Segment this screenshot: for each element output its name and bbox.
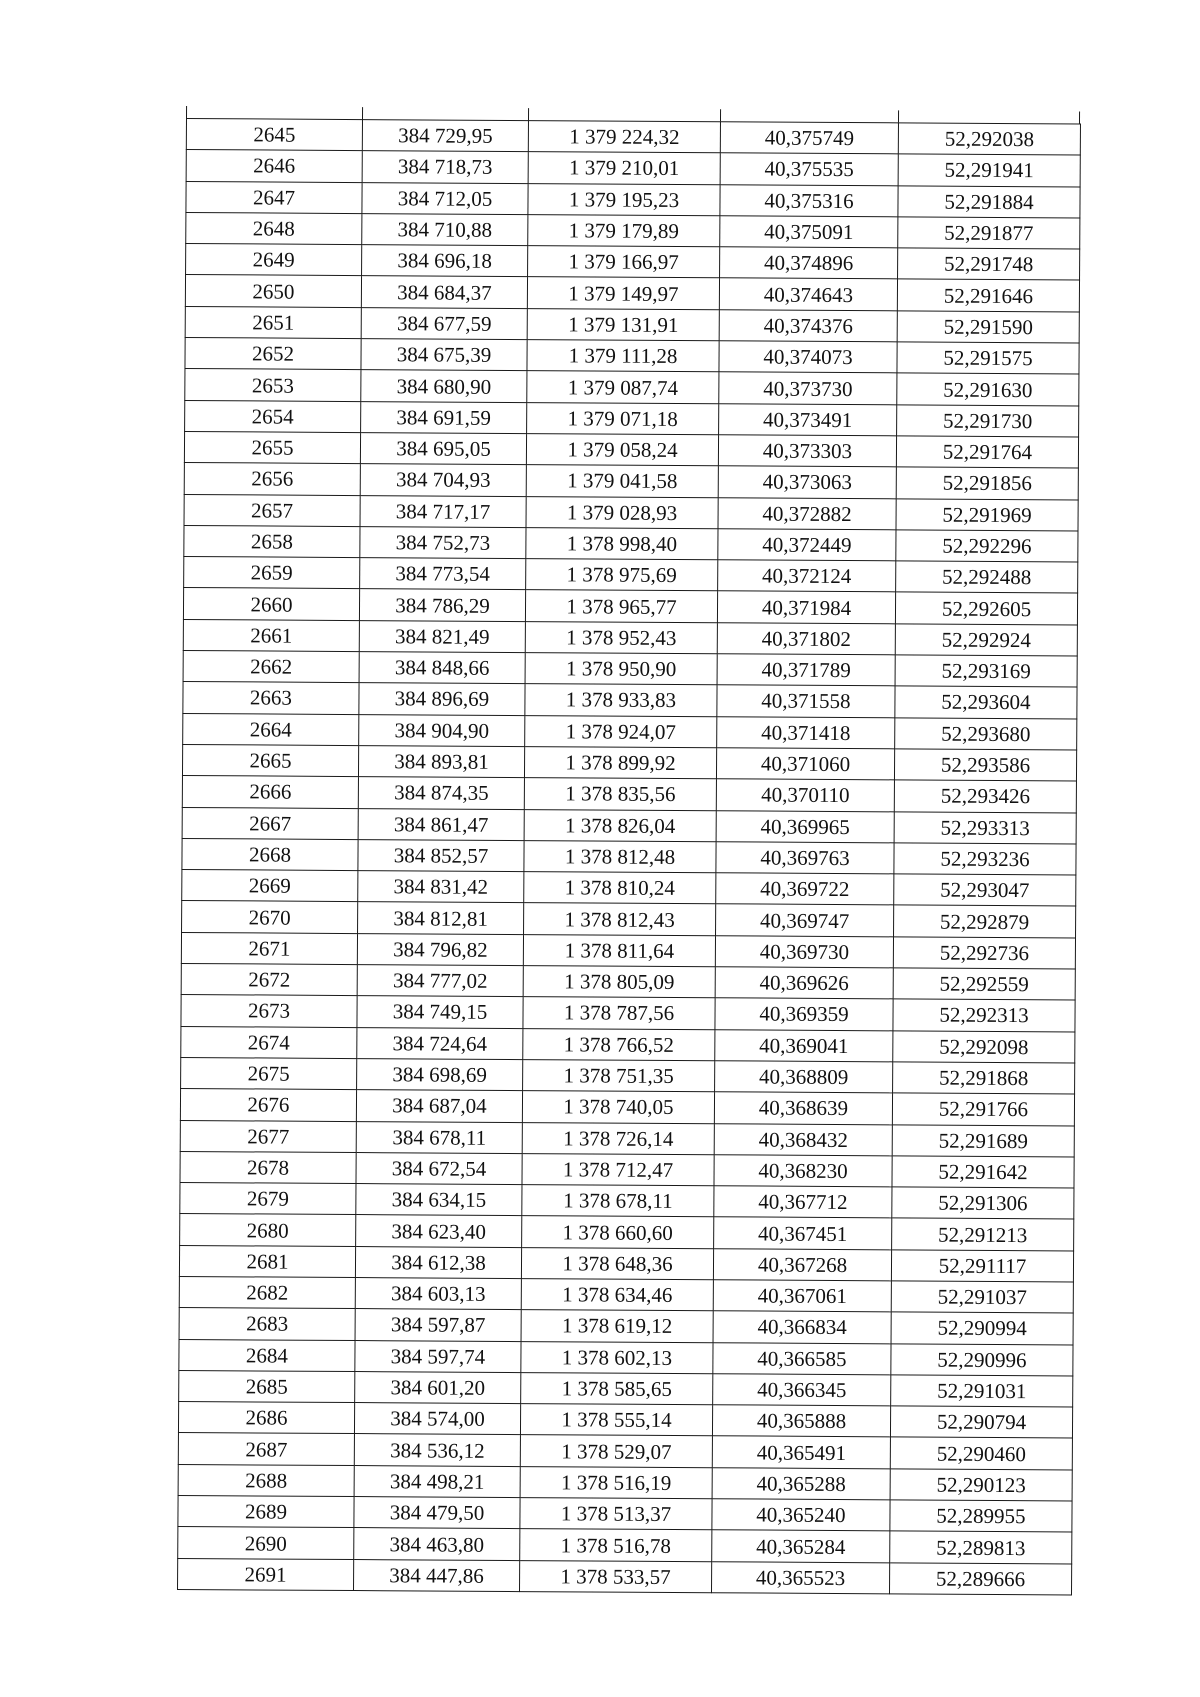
- longitude-cell: 52,293236: [894, 843, 1076, 875]
- x-coordinate-cell: 384 724,64: [357, 1027, 523, 1059]
- longitude-cell: 52,291213: [892, 1218, 1074, 1250]
- latitude-cell: 40,372882: [718, 497, 896, 529]
- point-number-cell: 2649: [186, 244, 362, 276]
- y-coordinate-cell: 1 378 826,04: [524, 809, 716, 841]
- y-coordinate-cell: 1 378 924,07: [525, 715, 717, 747]
- point-number-cell: 2677: [180, 1120, 356, 1152]
- x-coordinate-cell: 384 447,86: [354, 1559, 520, 1591]
- longitude-cell: 52,291630: [897, 373, 1079, 405]
- longitude-cell: 52,292313: [893, 999, 1075, 1031]
- longitude-cell: 52,291117: [891, 1250, 1073, 1282]
- y-coordinate-cell: 1 378 975,69: [526, 559, 718, 591]
- point-number-cell: 2648: [186, 212, 362, 244]
- x-coordinate-cell: 384 479,50: [354, 1497, 520, 1529]
- y-coordinate-cell: 1 379 149,97: [527, 277, 719, 309]
- point-number-cell: 2657: [184, 494, 360, 526]
- x-coordinate-cell: 384 752,73: [360, 526, 526, 558]
- latitude-cell: 40,369747: [716, 904, 894, 936]
- latitude-cell: 40,368432: [714, 1123, 892, 1155]
- latitude-cell: 40,373303: [718, 435, 896, 467]
- latitude-cell: 40,371558: [717, 685, 895, 717]
- latitude-cell: 40,366585: [713, 1342, 891, 1374]
- x-coordinate-cell: 384 796,82: [357, 933, 523, 965]
- longitude-cell: 52,291689: [892, 1124, 1074, 1156]
- table-border-stub: [362, 107, 363, 119]
- latitude-cell: 40,367268: [713, 1248, 891, 1280]
- y-coordinate-cell: 1 378 585,65: [521, 1372, 713, 1404]
- point-number-cell: 2685: [179, 1370, 355, 1402]
- longitude-cell: 52,292879: [894, 905, 1076, 937]
- point-number-cell: 2663: [183, 682, 359, 714]
- latitude-cell: 40,365523: [712, 1561, 890, 1593]
- y-coordinate-cell: 1 378 678,11: [522, 1185, 714, 1217]
- point-number-cell: 2658: [184, 525, 360, 557]
- x-coordinate-cell: 384 874,35: [358, 777, 524, 809]
- x-coordinate-cell: 384 861,47: [358, 808, 524, 840]
- latitude-cell: 40,375749: [720, 122, 898, 154]
- longitude-cell: 52,291306: [892, 1187, 1074, 1219]
- longitude-cell: 52,293169: [895, 655, 1077, 687]
- y-coordinate-cell: 1 378 516,19: [520, 1466, 712, 1498]
- table-border-stub: [1079, 111, 1080, 123]
- x-coordinate-cell: 384 896,69: [359, 683, 525, 715]
- y-coordinate-cell: 1 378 513,37: [520, 1498, 712, 1530]
- latitude-cell: 40,369763: [716, 842, 894, 874]
- table-border-stub: [528, 108, 529, 120]
- table-row: [178, 1558, 1072, 1595]
- y-coordinate-cell: 1 379 166,97: [528, 246, 720, 278]
- longitude-cell: 52,292924: [895, 624, 1077, 656]
- longitude-cell: 52,291646: [897, 279, 1079, 311]
- table-border-stub: [186, 106, 187, 118]
- longitude-cell: 52,291969: [896, 498, 1078, 530]
- longitude-cell: 52,291031: [891, 1375, 1073, 1407]
- x-coordinate-cell: 384 597,87: [355, 1309, 521, 1341]
- x-coordinate-cell: 384 712,05: [362, 182, 528, 214]
- longitude-cell: 52,291590: [897, 311, 1079, 343]
- y-coordinate-cell: 1 378 740,05: [522, 1091, 714, 1123]
- latitude-cell: 40,367712: [714, 1186, 892, 1218]
- y-coordinate-cell: 1 378 555,14: [520, 1404, 712, 1436]
- point-number-cell: 2647: [186, 181, 362, 213]
- x-coordinate-cell: 384 675,39: [361, 339, 527, 371]
- point-number-cell: 2674: [181, 1026, 357, 1058]
- point-number-cell: 2660: [183, 588, 359, 620]
- y-coordinate-cell: 1 379 224,32: [528, 121, 720, 153]
- point-number-cell: 2683: [179, 1308, 355, 1340]
- point-number-cell: 2671: [181, 932, 357, 964]
- x-coordinate-cell: 384 786,29: [359, 589, 525, 621]
- latitude-cell: 40,369722: [716, 873, 894, 905]
- point-number-cell: 2656: [184, 463, 360, 495]
- x-coordinate-cell: 384 672,54: [356, 1152, 522, 1184]
- longitude-cell: 52,289955: [890, 1500, 1072, 1532]
- longitude-cell: 52,291575: [897, 342, 1079, 374]
- longitude-cell: 52,291730: [897, 405, 1079, 437]
- y-coordinate-cell: 1 378 516,78: [520, 1529, 712, 1561]
- latitude-cell: 40,374643: [719, 278, 897, 310]
- longitude-cell: 52,292296: [896, 530, 1078, 562]
- longitude-cell: 52,292038: [898, 123, 1080, 155]
- x-coordinate-cell: 384 623,40: [356, 1215, 522, 1247]
- x-coordinate-cell: 384 848,66: [359, 652, 525, 684]
- point-number-cell: 2676: [180, 1089, 356, 1121]
- x-coordinate-cell: 384 812,81: [358, 902, 524, 934]
- point-number-cell: 2654: [185, 400, 361, 432]
- x-coordinate-cell: 384 691,59: [361, 401, 527, 433]
- latitude-cell: 40,367451: [714, 1217, 892, 1249]
- latitude-cell: 40,371789: [717, 654, 895, 686]
- point-number-cell: 2670: [182, 901, 358, 933]
- x-coordinate-cell: 384 831,42: [358, 871, 524, 903]
- x-coordinate-cell: 384 729,95: [362, 120, 528, 152]
- point-number-cell: 2651: [185, 306, 361, 338]
- y-coordinate-cell: 1 378 726,14: [522, 1122, 714, 1154]
- point-number-cell: 2668: [182, 838, 358, 870]
- latitude-cell: 40,372124: [718, 560, 896, 592]
- latitude-cell: 40,369965: [716, 810, 894, 842]
- latitude-cell: 40,366345: [713, 1374, 891, 1406]
- x-coordinate-cell: 384 680,90: [361, 370, 527, 402]
- latitude-cell: 40,369359: [715, 998, 893, 1030]
- x-coordinate-cell: 384 821,49: [359, 620, 525, 652]
- latitude-cell: 40,368639: [714, 1092, 892, 1124]
- point-number-cell: 2662: [183, 651, 359, 683]
- point-number-cell: 2673: [181, 995, 357, 1027]
- y-coordinate-cell: 1 378 812,48: [524, 840, 716, 872]
- longitude-cell: 52,293586: [894, 749, 1076, 781]
- x-coordinate-cell: 384 603,13: [355, 1278, 521, 1310]
- point-number-cell: 2666: [182, 776, 358, 808]
- point-number-cell: 2652: [185, 338, 361, 370]
- longitude-cell: 52,291748: [898, 248, 1080, 280]
- longitude-cell: 52,291941: [898, 154, 1080, 186]
- latitude-cell: 40,369626: [715, 967, 893, 999]
- point-number-cell: 2675: [181, 1057, 357, 1089]
- latitude-cell: 40,369041: [715, 1029, 893, 1061]
- y-coordinate-cell: 1 378 787,56: [523, 997, 715, 1029]
- point-number-cell: 2691: [178, 1558, 354, 1590]
- x-coordinate-cell: 384 698,69: [357, 1058, 523, 1090]
- point-number-cell: 2665: [182, 744, 358, 776]
- point-number-cell: 2672: [181, 964, 357, 996]
- latitude-cell: 40,369730: [715, 935, 893, 967]
- latitude-cell: 40,375316: [720, 184, 898, 216]
- longitude-cell: 52,291877: [898, 217, 1080, 249]
- x-coordinate-cell: 384 749,15: [357, 996, 523, 1028]
- point-number-cell: 2655: [184, 431, 360, 463]
- y-coordinate-cell: 1 378 602,13: [521, 1341, 713, 1373]
- y-coordinate-cell: 1 378 810,24: [524, 872, 716, 904]
- point-number-cell: 2669: [182, 870, 358, 902]
- x-coordinate-cell: 384 710,88: [362, 213, 528, 245]
- y-coordinate-cell: 1 378 766,52: [523, 1028, 715, 1060]
- latitude-cell: 40,368230: [714, 1155, 892, 1187]
- y-coordinate-cell: 1 378 933,83: [525, 684, 717, 716]
- y-coordinate-cell: 1 379 028,93: [526, 496, 718, 528]
- point-number-cell: 2682: [179, 1276, 355, 1308]
- y-coordinate-cell: 1 378 899,92: [524, 747, 716, 779]
- point-number-cell: 2686: [178, 1402, 354, 1434]
- latitude-cell: 40,370110: [716, 779, 894, 811]
- latitude-cell: 40,367061: [713, 1280, 891, 1312]
- x-coordinate-cell: 384 498,21: [354, 1465, 520, 1497]
- y-coordinate-cell: 1 378 660,60: [522, 1216, 714, 1248]
- latitude-cell: 40,365240: [712, 1499, 890, 1531]
- y-coordinate-cell: 1 378 533,57: [520, 1560, 712, 1592]
- table-body: [178, 119, 1081, 1595]
- latitude-cell: 40,374376: [719, 310, 897, 342]
- longitude-cell: 52,292559: [893, 968, 1075, 1000]
- x-coordinate-cell: 384 718,73: [362, 151, 528, 183]
- point-number-cell: 2645: [186, 119, 362, 151]
- longitude-cell: 52,293047: [894, 874, 1076, 906]
- y-coordinate-cell: 1 378 835,56: [524, 778, 716, 810]
- y-coordinate-cell: 1 378 952,43: [525, 621, 717, 653]
- longitude-cell: 52,292736: [893, 937, 1075, 969]
- longitude-cell: 52,291868: [893, 1062, 1075, 1094]
- latitude-cell: 40,371802: [717, 623, 895, 655]
- table-border-stub: [720, 109, 721, 121]
- y-coordinate-cell: 1 379 058,24: [526, 434, 718, 466]
- longitude-cell: 52,292098: [893, 1030, 1075, 1062]
- x-coordinate-cell: 384 893,81: [358, 746, 524, 778]
- table-border-stub: [898, 110, 899, 122]
- longitude-cell: 52,289813: [890, 1531, 1072, 1563]
- y-coordinate-cell: 1 379 210,01: [528, 152, 720, 184]
- y-coordinate-cell: 1 379 195,23: [528, 183, 720, 215]
- y-coordinate-cell: 1 378 812,43: [524, 903, 716, 935]
- x-coordinate-cell: 384 574,00: [354, 1403, 520, 1435]
- y-coordinate-cell: 1 379 131,91: [527, 308, 719, 340]
- point-number-cell: 2646: [186, 150, 362, 182]
- y-coordinate-cell: 1 378 998,40: [526, 527, 718, 559]
- y-coordinate-cell: 1 378 529,07: [520, 1435, 712, 1467]
- point-number-cell: 2690: [178, 1527, 354, 1559]
- longitude-cell: 52,290994: [891, 1312, 1073, 1344]
- latitude-cell: 40,375535: [720, 153, 898, 185]
- point-number-cell: 2664: [183, 713, 359, 745]
- x-coordinate-cell: 384 677,59: [361, 307, 527, 339]
- coordinates-table-container: [177, 118, 1080, 1595]
- y-coordinate-cell: 1 378 950,90: [525, 653, 717, 685]
- longitude-cell: 52,292605: [895, 592, 1077, 624]
- point-number-cell: 2689: [178, 1496, 354, 1528]
- point-number-cell: 2687: [178, 1433, 354, 1465]
- longitude-cell: 52,290123: [890, 1469, 1072, 1501]
- latitude-cell: 40,371984: [717, 591, 895, 623]
- x-coordinate-cell: 384 601,20: [355, 1371, 521, 1403]
- longitude-cell: 52,290460: [890, 1437, 1072, 1469]
- latitude-cell: 40,366834: [713, 1311, 891, 1343]
- y-coordinate-cell: 1 378 811,64: [523, 934, 715, 966]
- latitude-cell: 40,372449: [718, 529, 896, 561]
- x-coordinate-cell: 384 696,18: [362, 245, 528, 277]
- point-number-cell: 2678: [180, 1151, 356, 1183]
- x-coordinate-cell: 384 904,90: [359, 714, 525, 746]
- y-coordinate-cell: 1 378 805,09: [523, 966, 715, 998]
- y-coordinate-cell: 1 379 071,18: [527, 402, 719, 434]
- longitude-cell: 52,293313: [894, 811, 1076, 843]
- x-coordinate-cell: 384 695,05: [360, 433, 526, 465]
- longitude-cell: 52,291642: [892, 1156, 1074, 1188]
- x-coordinate-cell: 384 678,11: [356, 1121, 522, 1153]
- longitude-cell: 52,290794: [890, 1406, 1072, 1438]
- longitude-cell: 52,291764: [896, 436, 1078, 468]
- point-number-cell: 2688: [178, 1464, 354, 1496]
- x-coordinate-cell: 384 634,15: [356, 1184, 522, 1216]
- latitude-cell: 40,371418: [717, 716, 895, 748]
- longitude-cell: 52,290996: [891, 1343, 1073, 1375]
- latitude-cell: 40,373491: [719, 403, 897, 435]
- longitude-cell: 52,291037: [891, 1281, 1073, 1313]
- longitude-cell: 52,291856: [896, 467, 1078, 499]
- latitude-cell: 40,375091: [720, 216, 898, 248]
- longitude-cell: 52,291766: [892, 1093, 1074, 1125]
- x-coordinate-cell: 384 704,93: [360, 464, 526, 496]
- latitude-cell: 40,373730: [719, 372, 897, 404]
- latitude-cell: 40,373063: [718, 466, 896, 498]
- y-coordinate-cell: 1 378 634,46: [521, 1279, 713, 1311]
- x-coordinate-cell: 384 463,80: [354, 1528, 520, 1560]
- y-coordinate-cell: 1 378 965,77: [525, 590, 717, 622]
- x-coordinate-cell: 384 773,54: [360, 558, 526, 590]
- y-coordinate-cell: 1 379 087,74: [527, 371, 719, 403]
- latitude-cell: 40,371060: [716, 748, 894, 780]
- point-number-cell: 2684: [179, 1339, 355, 1371]
- y-coordinate-cell: 1 378 712,47: [522, 1153, 714, 1185]
- y-coordinate-cell: 1 378 648,36: [521, 1247, 713, 1279]
- x-coordinate-cell: 384 597,74: [355, 1340, 521, 1372]
- x-coordinate-cell: 384 612,38: [355, 1246, 521, 1278]
- y-coordinate-cell: 1 379 179,89: [528, 214, 720, 246]
- point-number-cell: 2659: [184, 557, 360, 589]
- x-coordinate-cell: 384 852,57: [358, 839, 524, 871]
- coordinates-table: [177, 118, 1081, 1595]
- y-coordinate-cell: 1 379 111,28: [527, 340, 719, 372]
- x-coordinate-cell: 384 717,17: [360, 495, 526, 527]
- longitude-cell: 52,289666: [889, 1562, 1071, 1594]
- point-number-cell: 2661: [183, 619, 359, 651]
- latitude-cell: 40,374073: [719, 341, 897, 373]
- latitude-cell: 40,365491: [712, 1436, 890, 1468]
- point-number-cell: 2679: [180, 1183, 356, 1215]
- point-number-cell: 2653: [185, 369, 361, 401]
- longitude-cell: 52,293604: [895, 686, 1077, 718]
- point-number-cell: 2650: [185, 275, 361, 307]
- longitude-cell: 52,293680: [895, 717, 1077, 749]
- y-coordinate-cell: 1 379 041,58: [526, 465, 718, 497]
- x-coordinate-cell: 384 777,02: [357, 965, 523, 997]
- x-coordinate-cell: 384 536,12: [354, 1434, 520, 1466]
- point-number-cell: 2667: [182, 807, 358, 839]
- longitude-cell: 52,292488: [896, 561, 1078, 593]
- latitude-cell: 40,368809: [715, 1061, 893, 1093]
- point-number-cell: 2680: [180, 1214, 356, 1246]
- longitude-cell: 52,293426: [894, 780, 1076, 812]
- x-coordinate-cell: 384 687,04: [356, 1090, 522, 1122]
- latitude-cell: 40,365284: [712, 1530, 890, 1562]
- longitude-cell: 52,291884: [898, 185, 1080, 217]
- point-number-cell: 2681: [179, 1245, 355, 1277]
- latitude-cell: 40,374896: [720, 247, 898, 279]
- latitude-cell: 40,365288: [712, 1468, 890, 1500]
- x-coordinate-cell: 384 684,37: [361, 276, 527, 308]
- latitude-cell: 40,365888: [712, 1405, 890, 1437]
- y-coordinate-cell: 1 378 619,12: [521, 1310, 713, 1342]
- y-coordinate-cell: 1 378 751,35: [523, 1059, 715, 1091]
